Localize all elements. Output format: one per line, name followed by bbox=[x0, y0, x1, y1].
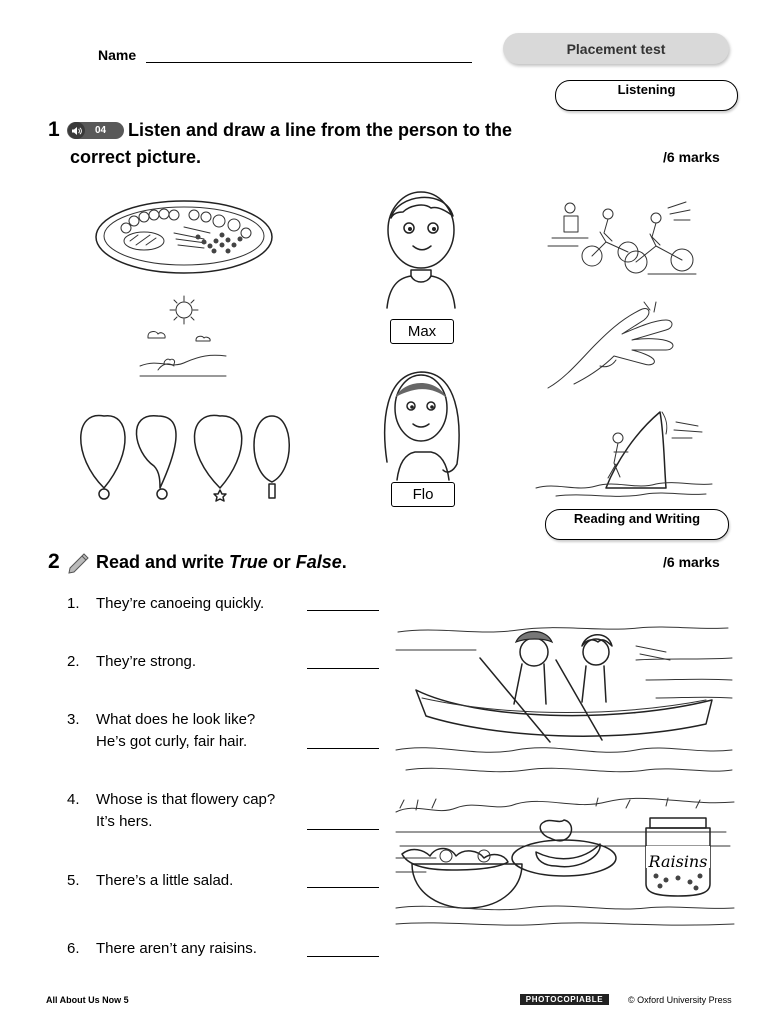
answer-line-5[interactable] bbox=[307, 887, 379, 888]
question-text: Whose is that flowery cap? bbox=[96, 791, 276, 808]
medals-illustration bbox=[66, 406, 298, 502]
instruction-end: . bbox=[341, 552, 347, 572]
question-text-line2: It’s hers. bbox=[96, 813, 153, 830]
hand-illustration bbox=[546, 298, 682, 396]
instruction-false: False bbox=[295, 552, 342, 572]
footer-copyright: © Oxford University Press bbox=[628, 995, 732, 1005]
audio-track-number: 04 bbox=[95, 125, 107, 136]
reading-writing-section-label bbox=[545, 509, 729, 540]
photocopiable-badge: PHOTOCOPIABLE bbox=[520, 994, 609, 1005]
question-text: What does he look like? bbox=[96, 711, 256, 728]
placement-test-badge: Placement test bbox=[503, 33, 729, 64]
question-6 bbox=[67, 938, 257, 960]
cycling-illustration bbox=[548, 194, 696, 278]
raisins-jar-label: Raisins bbox=[648, 852, 708, 871]
listening-label-text: Listening bbox=[617, 82, 676, 97]
person-name-max: Max bbox=[390, 319, 454, 344]
pencil-icon bbox=[64, 548, 92, 574]
listening-section-label bbox=[555, 80, 738, 111]
question-text: There aren’t any raisins. bbox=[96, 940, 257, 957]
audio-track-badge[interactable] bbox=[67, 122, 124, 139]
max-boy-illustration bbox=[375, 188, 467, 308]
question-1 bbox=[67, 593, 264, 615]
instruction-true: True bbox=[229, 552, 268, 572]
answer-line-3[interactable] bbox=[307, 748, 379, 749]
food-plate-illustration bbox=[94, 193, 276, 283]
question-text-line2: He’s got curly, fair hair. bbox=[96, 733, 248, 750]
question-number: 1. bbox=[67, 595, 80, 612]
question-number: 2. bbox=[67, 653, 80, 670]
question-text: They’re canoeing quickly. bbox=[96, 595, 265, 612]
question-2 bbox=[67, 651, 196, 673]
speaker-icon bbox=[68, 122, 85, 139]
name-label: Name bbox=[98, 47, 137, 63]
windsurfing-illustration bbox=[536, 408, 712, 500]
question-4 bbox=[67, 789, 275, 833]
exercise2-instruction bbox=[96, 549, 347, 576]
person-name-flo: Flo bbox=[391, 482, 455, 507]
exercise2-number: 2 bbox=[48, 550, 60, 573]
exercise1-instruction-line2: correct picture. bbox=[70, 147, 202, 167]
exercise2-marks: /6 marks bbox=[663, 554, 720, 570]
question-5 bbox=[67, 870, 233, 892]
question-3 bbox=[67, 709, 255, 753]
flo-girl-illustration bbox=[377, 362, 467, 480]
exercise1-number: 1 bbox=[48, 118, 60, 141]
question-number: 4. bbox=[67, 791, 80, 808]
exercise1-instruction-line1: Listen and draw a line from the person to the bbox=[128, 120, 513, 140]
question-number: 3. bbox=[67, 711, 80, 728]
answer-line-2[interactable] bbox=[307, 668, 379, 669]
exercise1-marks: /6 marks bbox=[663, 149, 720, 165]
sunny-landscape-illustration bbox=[138, 294, 230, 382]
question-number: 6. bbox=[67, 940, 80, 957]
answer-line-1[interactable] bbox=[307, 610, 379, 611]
instruction-or: or bbox=[267, 552, 296, 572]
answer-line-4[interactable] bbox=[307, 829, 379, 830]
name-input-line[interactable] bbox=[146, 62, 472, 63]
question-number: 5. bbox=[67, 872, 80, 889]
reading-writing-label-text: Reading and Writing bbox=[573, 511, 701, 526]
footer-book-title: All About Us Now 5 bbox=[46, 995, 129, 1005]
canoe-scene-illustration bbox=[396, 610, 734, 790]
question-text: They’re strong. bbox=[96, 653, 197, 670]
answer-line-6[interactable] bbox=[307, 956, 379, 957]
question-text: There’s a little salad. bbox=[96, 872, 234, 889]
instruction-pre: Read and write bbox=[96, 552, 230, 572]
